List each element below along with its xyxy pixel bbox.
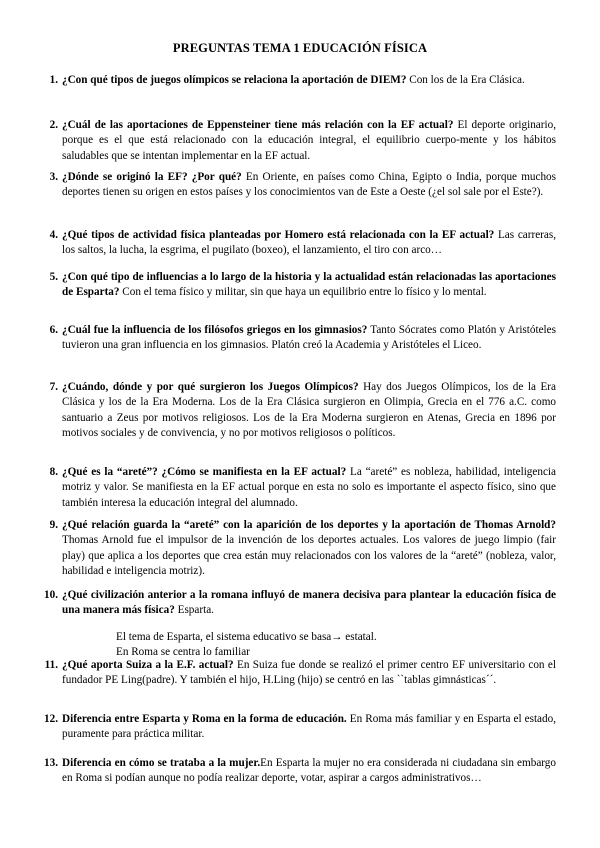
question-text: ¿Qué civilización anterior a la romana influyó de manera decisiva para plantear la educación física de una manera más física?: [62, 589, 556, 617]
question-number: 12.: [44, 713, 58, 725]
question-text: ¿Cuál fue la influencia de los filósofos griegos en los gimnasios?: [62, 324, 368, 336]
question-number: 1.: [49, 74, 58, 86]
answer-text: En Roma más familiar y en Esparta el estado, puramente para práctica militar.: [62, 713, 556, 741]
question-text: ¿Cuándo, dónde y por qué surgieron los Juegos Olímpicos?: [62, 381, 359, 393]
question-3: [49, 170, 557, 201]
answer-text: Hay dos Juegos Olímpicos, los de la Era Clásica y los de la Era Moderna. Los de la Era Clásica surgieron en Olimpia, Grecia en el 776 a.C. como santuario a Zeus por motivos religiosos. Los de la Era Moderna surgieron en Atenas, Grecia en 1896 por motivos sociales y de convivencia, y no por motivos religiosos o políticos.: [62, 381, 556, 440]
question-10: [44, 588, 556, 619]
question-text: ¿Dónde se originó la EF? ¿Por qué?: [62, 171, 242, 183]
question-text: ¿Qué es la “areté”? ¿Cómo se manifiesta en la EF actual?: [62, 466, 347, 478]
answer-text: La “areté” es nobleza, habilidad, inteligencia motriz y valor. Se manifiesta en la EF actual porque en esta no solo es importante el aspecto físico, sino que también interesa la educación integral del alumnado.: [62, 466, 556, 509]
question-12: [44, 712, 556, 743]
question-2: [49, 118, 556, 164]
question-number: 11.: [44, 659, 58, 671]
question-text: Diferencia entre Esparta y Roma en la forma de educación.: [62, 713, 347, 725]
note-line-1: El tema de Esparta, el sistema educativo se basa→ estatal.: [116, 631, 377, 643]
question-number: 5.: [49, 271, 58, 283]
question-text: ¿Con qué tipo de influencias a lo largo de la historia y la actualidad están relacionadas las aportaciones de Esparta?: [62, 271, 556, 299]
question-text: ¿Con qué tipos de juegos olímpicos se relaciona la aportación de DIEM?: [62, 74, 407, 86]
note-line-2: En Roma se centra lo familiar: [116, 646, 250, 658]
answer-text: Con el tema físico y militar, sin que haya un equilibrio entre lo físico y lo mental.: [119, 286, 487, 299]
question-text: ¿Cuál de las aportaciones de Eppensteiner tiene más relación con la EF actual?: [62, 119, 454, 131]
question-text: ¿Qué tipos de actividad física planteadas por Homero está relacionada con la EF actual?: [62, 229, 495, 241]
question-8: [49, 465, 556, 511]
answer-text: En Suiza fue donde se realizó el primer centro EF universitario con el fundador PE Ling(padre). Y también el hijo, H.Ling (hijo) se centró en las ``tablas gimnásticas´´.: [62, 659, 556, 687]
answer-text: Tanto Sócrates como Platón y Aristóteles tuvieron una gran influencia en los gimnasios. Platón creó la Academia y Aristóteles el Liceo.: [62, 324, 556, 352]
answer-text: Con los de la Era Clásica.: [406, 74, 525, 86]
question-number: 6.: [49, 324, 58, 336]
answer-text: Las carreras, los saltos, la lucha, la esgrima, el pugilato (boxeo), el lanzamiento, el tiro con arco…: [62, 229, 557, 257]
answer-text: En Esparta la mujer no era considerada ni ciudadana sin embargo en Roma si podían aunque no podía realizar deporte, votar, aspirar a cargos administrativos…: [62, 757, 556, 785]
question-number: 13.: [44, 757, 58, 769]
question-6: [49, 323, 556, 354]
question-7: [49, 380, 556, 442]
question-1: [49, 73, 556, 88]
answer-text: Esparta.: [174, 604, 214, 617]
question-text: Diferencia en cómo se trataba a la mujer.: [62, 757, 261, 769]
question-text: ¿Qué relación guarda la “areté” con la aparición de los deportes y la aportación de Thomas Arnold?: [62, 519, 556, 531]
question-5: [49, 270, 556, 301]
question-number: 9.: [49, 519, 58, 531]
question-number: 3.: [49, 171, 58, 183]
answer-text: En Oriente, en países como China, Egipto o India, porque muchos deportes tienen su origen en estos países y los conocimientos van de Este a Oeste (¿el sol sale por el Este?).: [62, 171, 557, 199]
question-number: 10.: [44, 589, 58, 601]
answer-text: El deporte originario, porque es el que está relacionado con la educación integral, el equilibrio cuerpo-mente y los hábitos saludables que se intentan implementar en la EF actual.: [62, 119, 556, 162]
question-13: [44, 756, 556, 787]
question-4: [49, 228, 557, 259]
question-text: ¿Qué aporta Suiza a la E.F. actual?: [62, 659, 234, 671]
question-9: [49, 518, 556, 580]
question-number: 4.: [49, 229, 58, 241]
question-11: [44, 658, 556, 689]
page-title: PREGUNTAS TEMA 1 EDUCACIÓN FÍSICA: [172, 41, 428, 55]
question-number: 7.: [49, 381, 58, 393]
question-number: 2.: [49, 119, 58, 131]
answer-text: Thomas Arnold fue el impulsor de la invención de los deportes actuales. Los valores de juego limpio (fair play) que aplica a los deportes que crea están muy relacionados con los valores de la “areté” (nobleza, valor, habilidad e inteligencia motriz).: [62, 534, 556, 578]
question-number: 8.: [49, 466, 58, 478]
